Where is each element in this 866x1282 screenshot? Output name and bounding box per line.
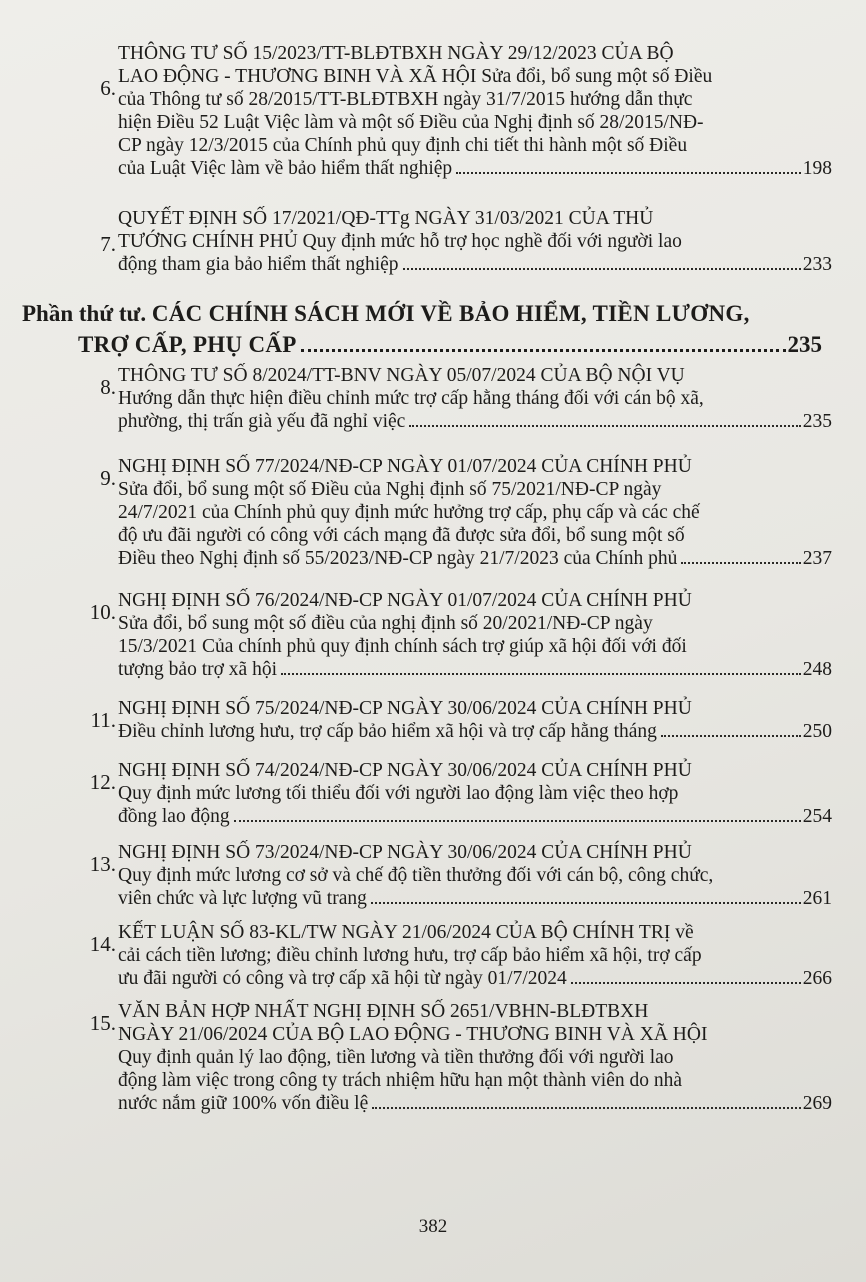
entry-text [118,455,832,570]
entry-line: nước nắm giữ 100% vốn điều lệ [118,1093,369,1114]
page-reference: 269 [802,1093,832,1114]
section-page-reference: 235 [787,332,822,357]
entry-line: VĂN BẢN HỢP NHẤT NGHỊ ĐỊNH SỐ 2651/VBHN-BLĐTBXH [118,1001,649,1022]
page-reference: 198 [802,158,832,179]
entry-line: ưu đãi người có công và trợ cấp xã hội từ ngày 01/7/2024 [118,968,567,989]
entry-number: 14. [89,932,116,956]
entry-last-line [118,967,832,990]
entry-line: viên chức và lực lượng vũ trang [118,888,367,909]
entry-text [118,364,832,433]
entry-last-line [118,253,832,276]
toc-entry-7 [76,207,832,276]
leader-dots [371,902,801,904]
entry-line: NGHỊ ĐỊNH SỐ 76/2024/NĐ-CP NGÀY 01/07/2024 CỦA CHÍNH PHỦ [118,590,692,611]
entry-line: NGHỊ ĐỊNH SỐ 74/2024/NĐ-CP NGÀY 30/06/2024 CỦA CHÍNH PHỦ [118,760,692,781]
toc-entry-12 [76,759,832,828]
entry-line: phường, thị trấn già yếu đã nghỉ việc [118,411,406,432]
entry-text [118,759,832,828]
entry-text [118,1000,832,1115]
entry-last-line [118,887,832,910]
toc-entry-10 [76,589,832,681]
leader-dots [281,673,801,675]
entry-line: Quy định quản lý lao động, tiền lương và tiền thưởng đối với người lao [118,1047,674,1068]
page-reference: 250 [802,721,832,742]
entry-line: NGHỊ ĐỊNH SỐ 77/2024/NĐ-CP NGÀY 01/07/2024 CỦA CHÍNH PHỦ [118,456,692,477]
entry-line: 24/7/2021 của Chính phủ quy định mức hưởng trợ cấp, phụ cấp và các chế [118,502,700,523]
entry-line: THÔNG TƯ SỐ 8/2024/TT-BNV NGÀY 05/07/2024 CỦA BỘ NỘI VỤ [118,365,685,386]
page-reference: 254 [802,806,832,827]
page-reference: 237 [802,548,832,569]
entry-text [118,697,832,743]
entry-line: hiện Điều 52 Luật Việc làm và một số Điều của Nghị định số 28/2015/NĐ- [118,112,704,133]
entry-text [118,841,832,910]
entry-line: Quy định mức lương tối thiểu đối với người lao động làm việc theo hợp [118,783,679,804]
entry-line: NGÀY 21/06/2024 CỦA BỘ LAO ĐỘNG - THƯƠNG BINH VÀ XÃ HỘI [118,1024,708,1045]
entry-number: 8. [100,375,116,399]
page-reference: 266 [802,968,832,989]
entry-line: của Luật Việc làm về bảo hiểm thất nghiệp [118,158,453,179]
entry-number: 11. [90,708,116,732]
entry-line: tượng bảo trợ xã hội [118,659,277,680]
entry-last-line [118,157,832,180]
toc-entry-15 [76,1000,832,1115]
section-title-line-1: CÁC CHÍNH SÁCH MỚI VỀ BẢO HIỂM, TIỀN LƯƠNG, [151,301,750,326]
leader-dots [301,349,786,352]
entry-number: 7. [100,232,116,256]
entry-line: Hướng dẫn thực hiện điều chỉnh mức trợ cấp hằng tháng đối với cán bộ xã, [118,388,704,409]
entry-line: Quy định mức lương cơ sở và chế độ tiền thưởng đối với cán bộ, công chức, [118,865,714,886]
section-prefix: Phần thứ tư. [22,301,147,326]
entry-last-line [118,720,832,743]
entry-line: đồng lao động [118,806,230,827]
entry-last-line [118,1092,832,1115]
entry-last-line [118,658,832,681]
toc-entry-9 [76,455,832,570]
page-reference: 235 [802,411,832,432]
entry-number: 12. [89,770,116,794]
entry-line: Sửa đổi, bổ sung một số Điều của Nghị định số 75/2021/NĐ-CP ngày [118,479,662,500]
entry-line: động làm việc trong công ty trách nhiệm hữu hạn một thành viên do nhà [118,1070,683,1091]
entry-line: Điều theo Nghị định số 55/2023/NĐ-CP ngày 21/7/2023 của Chính phủ [118,548,678,569]
entry-line: độ ưu đãi người có công với cách mạng đã được sửa đổi, bổ sung một số [118,525,685,546]
section-title-line-2: TRỢ CẤP, PHỤ CẤP [78,332,297,357]
entry-text [118,42,832,180]
entry-line: QUYẾT ĐỊNH SỐ 17/2021/QĐ-TTg NGÀY 31/03/2021 CỦA THỦ [118,208,654,229]
leader-dots [409,425,800,427]
entry-line: của Thông tư số 28/2015/TT-BLĐTBXH ngày 31/7/2015 hướng dẫn thực [118,89,693,110]
entry-line: TƯỚNG CHÍNH PHỦ Quy định mức hỗ trợ học nghề đối với người lao [118,231,682,252]
entry-line: 15/3/2021 Của chính phủ quy định chính sách trợ giúp xã hội đối với đối [118,636,687,657]
leader-dots [681,562,800,564]
entry-number: 10. [89,600,116,624]
entry-line: NGHỊ ĐỊNH SỐ 75/2024/NĐ-CP NGÀY 30/06/2024 CỦA CHÍNH PHỦ [118,698,692,719]
entry-text [118,921,832,990]
toc-entry-6 [76,42,832,180]
entry-line: LAO ĐỘNG - THƯƠNG BINH VÀ XÃ HỘI Sửa đổi, bổ sung một số Điều [118,66,713,87]
entry-line: KẾT LUẬN SỐ 83-KL/TW NGÀY 21/06/2024 CỦA BỘ CHÍNH TRỊ về [118,922,694,943]
entry-line: NGHỊ ĐỊNH SỐ 73/2024/NĐ-CP NGÀY 30/06/2024 CỦA CHÍNH PHỦ [118,842,692,863]
page-number: 382 [418,1216,448,1237]
entry-line: Sửa đổi, bổ sung một số điều của nghị định số 20/2021/NĐ-CP ngày [118,613,653,634]
leader-dots [234,820,801,822]
leader-dots [403,268,801,270]
toc-entry-11 [76,697,832,743]
entry-line: CP ngày 12/3/2015 của Chính phủ quy định chi tiết thi hành một số Điều [118,135,688,156]
toc-entry-8 [76,364,832,433]
entry-text [118,589,832,681]
page-reference: 261 [802,888,832,909]
entry-number: 6. [100,76,116,100]
entry-last-line [118,410,832,433]
leader-dots [571,982,801,984]
leader-dots [661,735,801,737]
entry-last-line [118,547,832,570]
section-heading [22,298,822,360]
leader-dots [372,1107,801,1109]
page-reference: 233 [802,254,832,275]
entry-last-line [118,805,832,828]
entry-number: 9. [100,466,116,490]
entry-text [118,207,832,276]
entry-number: 15. [89,1011,116,1035]
leader-dots [456,172,801,174]
toc-entry-14 [76,921,832,990]
toc-entry-13 [76,841,832,910]
entry-line: cải cách tiền lương; điều chỉnh lương hưu, trợ cấp bảo hiểm xã hội, trợ cấp [118,945,702,966]
entry-number: 13. [89,852,116,876]
page-reference: 248 [802,659,832,680]
entry-line: Điều chỉnh lương hưu, trợ cấp bảo hiểm xã hội và trợ cấp hằng tháng [118,721,657,742]
entry-line: THÔNG TƯ SỐ 15/2023/TT-BLĐTBXH NGÀY 29/12/2023 CỦA BỘ [118,43,674,64]
entry-line: động tham gia bảo hiểm thất nghiệp [118,254,399,275]
